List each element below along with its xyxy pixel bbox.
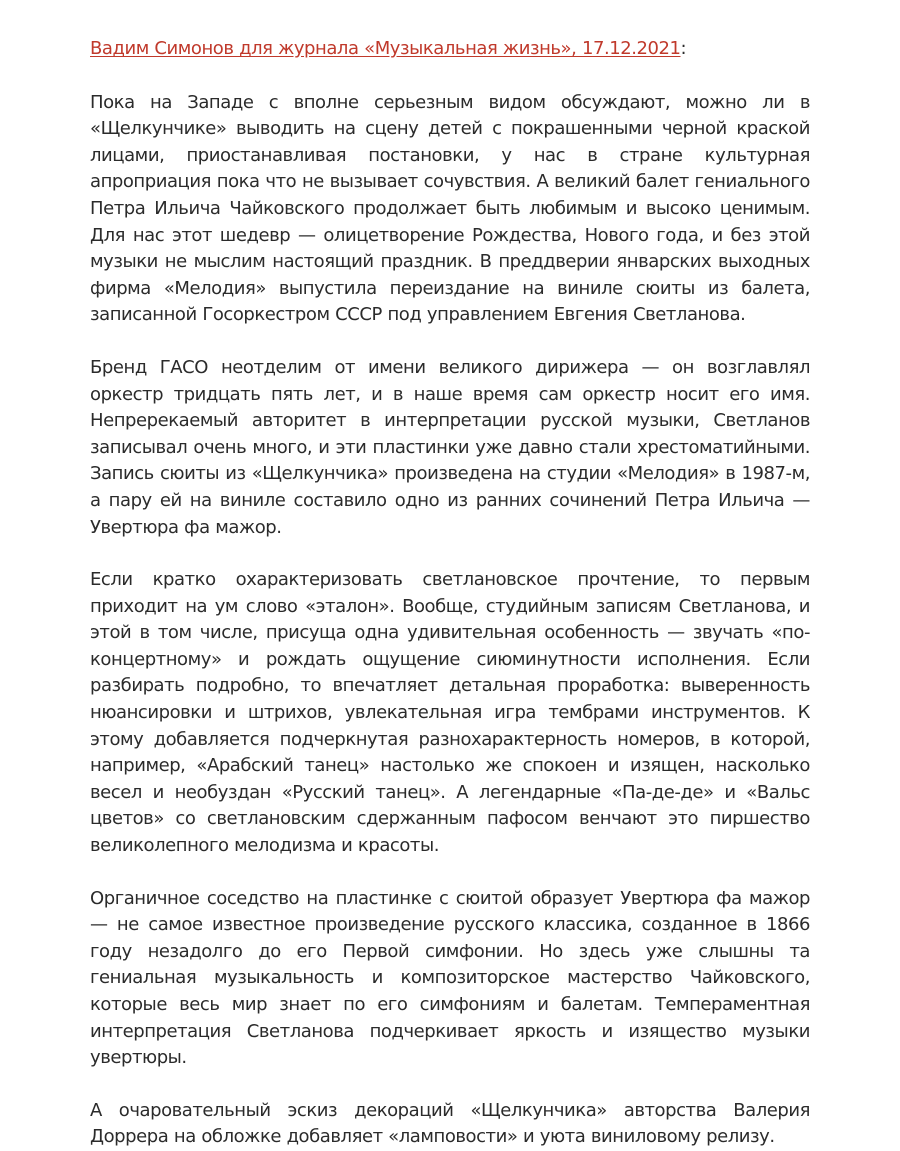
byline-colon: : (680, 38, 687, 59)
paragraph-3: Если кратко охарактеризовать светлановское прочтение, то первым приходит на ум слово «эталон». Вообще, студийным записям Светланова, и этой в том числе, присуща одна удивительная особенность — звучать «по-концертному» и рождать ощущение сиюминутности исполнения. Если разбирать подробно, то впечатляет детальная проработка: выверенность нюансировки и штрихов, увлекательная игра тембрами инструментов. К этому добавляется подчеркнутая разнохарактерность номеров, в которой, например, «Арабский танец» настолько же спокоен и изящен, насколько весел и необуздан «Русский танец». А легендарные «Па-де-де» и «Вальс цветов» со светлановским сдержанным пафосом венчают это пиршество великолепного мелодизма и красоты. (90, 569, 810, 857)
paragraph-2: Бренд ГАСО неотделим от имени великого дирижера — он возглавлял оркестр тридцать пять лет, и в наше время сам оркестр носит его имя. Непререкаемый авторитет в интерпретации русской музыки, Светланов записывал очень много, и эти пластинки уже давно стали хрестоматийными. Запись сюиты из «Щелкунчика» произведена на студии «Мелодия» в 1987-м, а пару ей на виниле составило одно из ранних сочинений Петра Ильича — Увертюра фа мажор. (90, 356, 810, 538)
paragraph-1: Пока на Западе с вполне серьезным видом обсуждают, можно ли в «Щелкунчике» выводить на сцену детей с покрашенными черной краской лицами, приостанавливая постановки, у нас в стране культурная апроприация пока что не вызывает сочувствия. А великий балет гениального Петра Ильича Чайковского продолжает быть любимым и высоко ценимым. Для нас этот шедевр — олицетворение Рождества, Нового года, и без этой музыки не мыслим настоящий праздник. В преддверии январских выходных фирма «Мелодия» выпустила переиздание на виниле сюиты из балета, записанной Госоркестром СССР под управлением Евгения Светланова. (90, 91, 810, 326)
byline-link[interactable]: Вадим Симонов для журнала «Музыкальная жизнь», 17.12.2021 (90, 38, 681, 59)
paragraph-4: Органичное соседство на пластинке с сюитой образует Увертюра фа мажор — не самое известное произведение русского классика, созданное в 1866 году незадолго до его Первой симфонии. Но здесь уже слышны та гениальная музыкальность и композиторское мастерство Чайковского, которые весь мир знает по его симфониям и балетам. Темпераментная интерпретация Светланова подчеркивает яркость и изящество музыки увертюры. (90, 887, 810, 1069)
article-body (90, 36, 810, 1151)
byline (90, 36, 810, 63)
paragraph-5: А очаровательный эскиз декораций «Щелкунчика» авторства Валерия Доррера на обложке добавляет «ламповости» и уюта виниловому релизу. (90, 1099, 810, 1148)
